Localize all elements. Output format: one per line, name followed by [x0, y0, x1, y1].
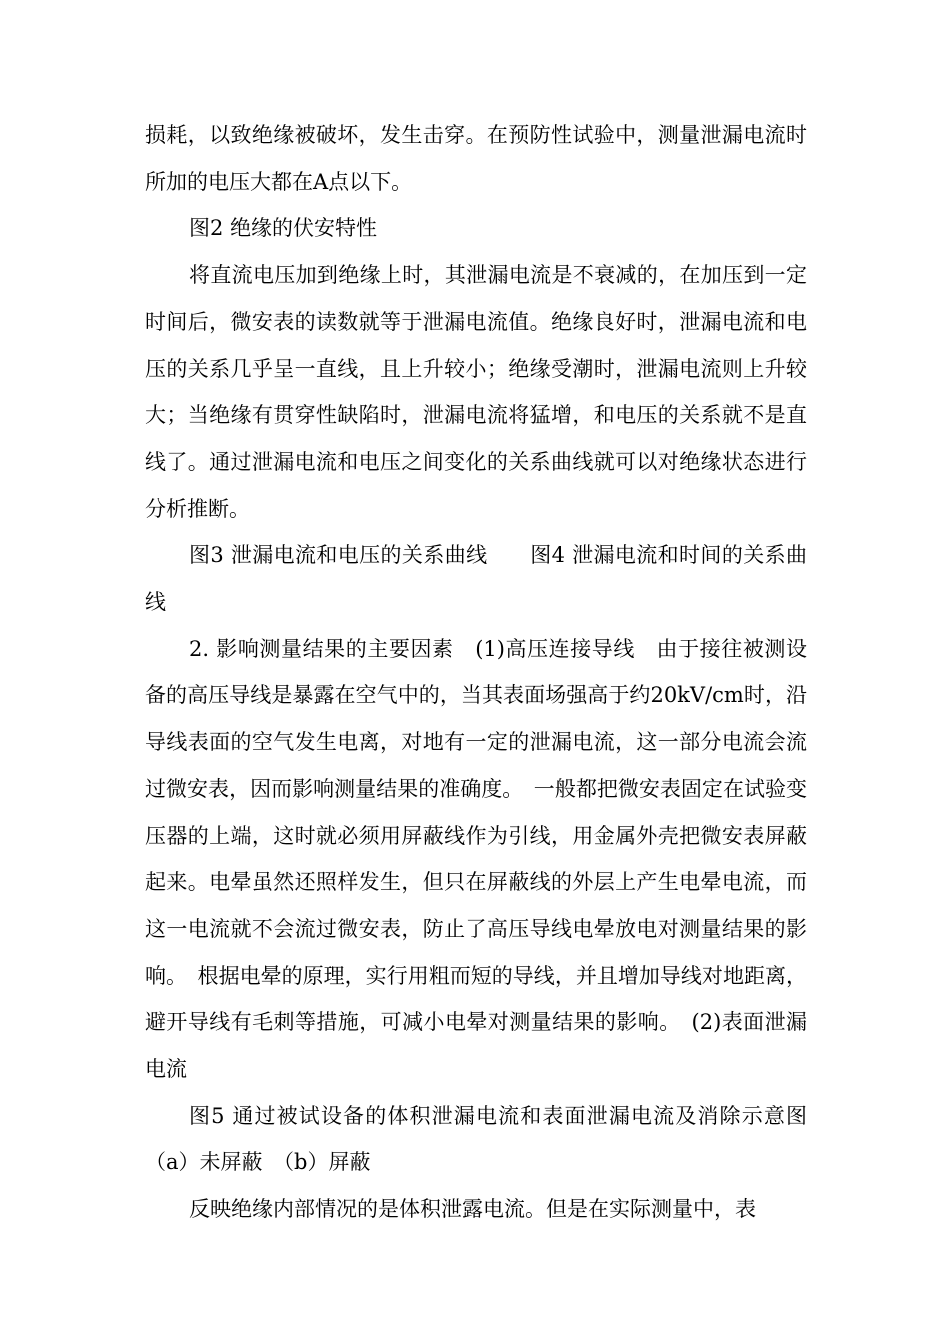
- figure-caption-2: 图2 绝缘的伏安特性: [189, 216, 378, 241]
- figure-caption-5: 图5 通过被试设备的体积泄漏电流和表面泄漏电流及消除示意图（a）未屏蔽 （b）屏蔽: [145, 1103, 807, 1175]
- document-body: [145, 112, 807, 1233]
- paragraph-dc-voltage: 将直流电压加到绝缘上时，其泄漏电流是不衰减的，在加压到一定时间后，微安表的读数就等于泄漏电流值。绝缘良好时，泄漏电流和电压的关系几乎呈一直线，且上升较小；绝缘受潮时，泄漏电流则上升较大；当绝缘有贯穿性缺陷时，泄漏电流将猛增，和电压的关系就不是直线了。通过泄漏电流和电压之间变化的关系曲线就可以对绝缘状态进行分析推断。: [145, 263, 807, 521]
- figure-caption-3-4: 图3 泄漏电流和电压的关系曲线 图4 泄漏电流和时间的关系曲线: [145, 543, 807, 615]
- paragraph-influencing-factors: 2. 影响测量结果的主要因素 (1)高压连接导线 由于接往被测设备的高压导线是暴露在空气中的，当其表面场强高于约20kV/cm时，沿导线表面的空气发生电离，对地有一定的泄漏电流，这一部分电流会流过微安表，因而影响测量结果的准确度。 一般都把微安表固定在试验变压器的上端，这时就必须用屏蔽线作为引线，用金属外壳把微安表屏蔽起来。电晕虽然还照样发生，但只在屏蔽线的外层上产生电晕电流，而这一电流就不会流过微安表，防止了高压导线电晕放电对测量结果的影响。 根据电晕的原理，实行用粗而短的导线，并且增加导线对地距离，避开导线有毛刺等措施，可减小电晕对测量结果的影响。 (2)表面泄漏电流: [145, 636, 807, 1082]
- paragraph-volume-leakage: 反映绝缘内部情况的是体积泄露电流。但是在实际测量中，表: [189, 1197, 756, 1222]
- paragraph-continuation: 损耗，以致绝缘被破坏，发生击穿。在预防性试验中，测量泄漏电流时所加的电压大都在A点以下。: [145, 123, 807, 194]
